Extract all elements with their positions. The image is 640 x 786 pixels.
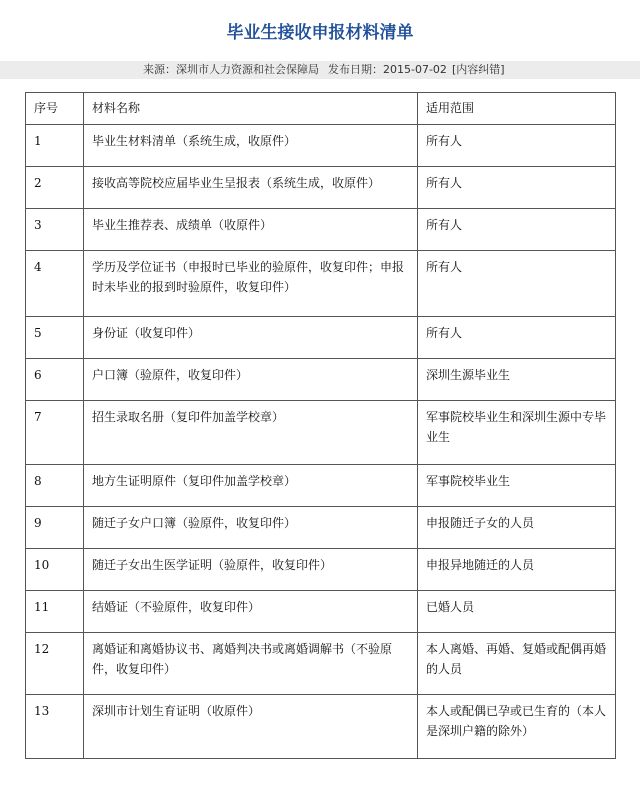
meta-bar (0, 61, 640, 79)
row-scope: 军事院校毕业生和深圳生源中专毕业生 (418, 401, 616, 465)
table-row (26, 549, 616, 591)
table-row (26, 125, 616, 167)
header-scope: 适用范围 (418, 93, 616, 125)
source-text: 来源：深圳市人力资源和社会保障局 (143, 63, 319, 76)
row-material-name: 地方生证明原件（复印件加盖学校章） (84, 465, 418, 507)
row-number: 8 (26, 465, 84, 507)
row-scope: 所有人 (418, 167, 616, 209)
table-row (26, 209, 616, 251)
publish-date: 发布日期：2015-07-02 (328, 63, 447, 76)
row-material-name: 身份证（收复印件） (84, 317, 418, 359)
row-scope: 本人离婚、再婚、复婚或配偶再婚的人员 (418, 633, 616, 695)
content-correction-link[interactable]: [内容纠错] (452, 63, 505, 76)
materials-table (25, 92, 616, 759)
row-number: 13 (26, 695, 84, 759)
row-material-name: 离婚证和离婚协议书、离婚判决书或离婚调解书（不验原件，收复印件） (84, 633, 418, 695)
page-title: 毕业生接收申报材料清单 (226, 23, 414, 43)
row-number: 7 (26, 401, 84, 465)
row-number: 5 (26, 317, 84, 359)
header-number: 序号 (26, 93, 84, 125)
row-number: 12 (26, 633, 84, 695)
table-row (26, 317, 616, 359)
row-scope: 深圳生源毕业生 (418, 359, 616, 401)
row-number: 6 (26, 359, 84, 401)
row-number: 4 (26, 251, 84, 317)
row-scope: 所有人 (418, 125, 616, 167)
row-material-name: 随迁子女户口簿（验原件，收复印件） (84, 507, 418, 549)
row-scope: 申报异地随迁的人员 (418, 549, 616, 591)
row-scope: 已婚人员 (418, 591, 616, 633)
row-material-name: 深圳市计划生育证明（收原件） (84, 695, 418, 759)
row-material-name: 毕业生材料清单（系统生成，收原件） (84, 125, 418, 167)
table-row (26, 507, 616, 549)
row-scope: 军事院校毕业生 (418, 465, 616, 507)
table-row (26, 167, 616, 209)
table-row (26, 359, 616, 401)
row-material-name: 毕业生推荐表、成绩单（收原件） (84, 209, 418, 251)
row-material-name: 招生录取名册（复印件加盖学校章） (84, 401, 418, 465)
row-scope: 本人或配偶已孕或已生育的（本人是深圳户籍的除外） (418, 695, 616, 759)
row-scope: 申报随迁子女的人员 (418, 507, 616, 549)
row-material-name: 结婚证（不验原件，收复印件） (84, 591, 418, 633)
table-row (26, 401, 616, 465)
table-row (26, 633, 616, 695)
table-header-row (26, 93, 616, 125)
header-material-name: 材料名称 (84, 93, 418, 125)
table-row (26, 465, 616, 507)
row-material-name: 随迁子女出生医学证明（验原件，收复印件） (84, 549, 418, 591)
row-scope: 所有人 (418, 317, 616, 359)
row-number: 1 (26, 125, 84, 167)
table-row (26, 591, 616, 633)
row-number: 10 (26, 549, 84, 591)
row-number: 11 (26, 591, 84, 633)
row-scope: 所有人 (418, 251, 616, 317)
row-material-name: 户口簿（验原件，收复印件） (84, 359, 418, 401)
row-material-name: 接收高等院校应届毕业生呈报表（系统生成，收原件） (84, 167, 418, 209)
row-scope: 所有人 (418, 209, 616, 251)
row-number: 9 (26, 507, 84, 549)
row-material-name: 学历及学位证书（申报时已毕业的验原件，收复印件；申报时未毕业的报到时验原件，收复印件） (84, 251, 418, 317)
table-row (26, 251, 616, 317)
table-row (26, 695, 616, 759)
row-number: 3 (26, 209, 84, 251)
row-number: 2 (26, 167, 84, 209)
